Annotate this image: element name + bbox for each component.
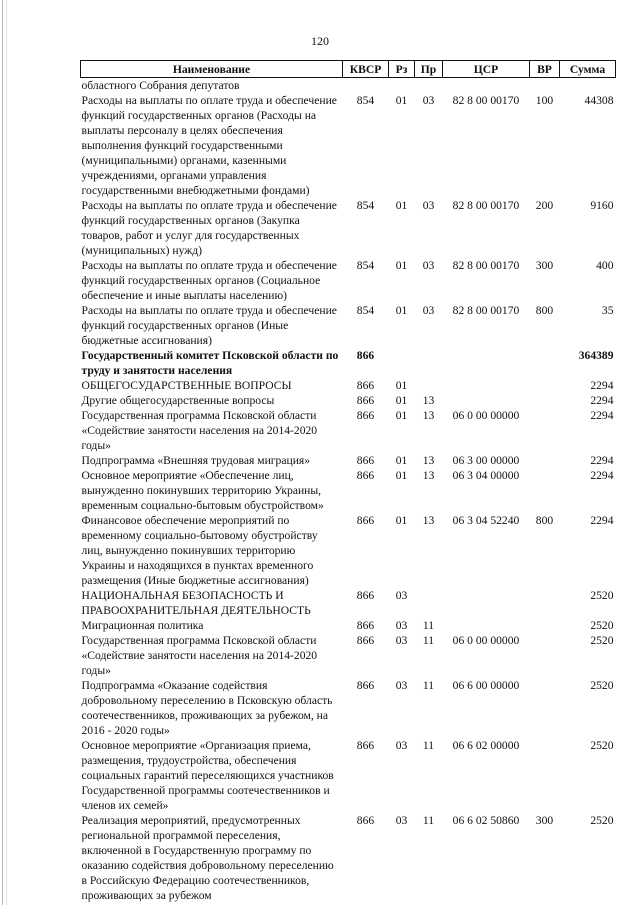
cell-rz: 01 [395,379,408,392]
table-row [81,813,616,903]
cell-sum: 364389 [578,349,614,362]
cell-rz: 03 [395,679,408,692]
cell-vr [530,633,560,678]
cell-pr: 11 [422,739,435,752]
cell-name: Финансовое обеспечение мероприятий по временному социально-бытовому обустройству лиц, вынужденно покинувших территорию Украины и находящихся в пунктах временного размещения (Иные бюджетные ассигнования) [81,514,318,587]
table-row [81,78,616,94]
cell-pr: 11 [422,619,435,632]
cell-csr: 82 8 00 00170 [452,304,520,317]
cell-name: Другие общегосударственные вопросы [81,394,275,407]
cell-vr [530,378,560,393]
cell-rz: 03 [395,619,408,632]
table-row [81,678,616,738]
cell-kvsr: 866 [356,454,375,467]
cell-csr: 06 3 04 00000 [452,469,520,482]
cell-name: областного Собрания депутатов [81,79,240,92]
cell-csr: 06 6 02 00000 [452,739,520,752]
cell-csr: 06 0 00 00000 [452,409,520,422]
table-row [81,453,616,468]
header-sum: Сумма [560,61,616,78]
cell-name: Основное мероприятие «Обеспечение лиц, вынужденно покинувших территорию Украины, временным социально-бытовым обустройством» [81,469,324,512]
budget-table [80,60,616,903]
cell-rz: 01 [395,514,408,527]
cell-rz: 01 [395,454,408,467]
cell-kvsr: 866 [356,619,375,632]
cell-kvsr: 866 [356,814,375,827]
cell-sum: 2294 [590,379,614,392]
cell-csr: 06 0 00 00000 [452,634,520,647]
cell-csr [443,348,530,378]
cell-vr: 300 [535,259,554,272]
cell-csr [443,618,530,633]
cell-name: Основное мероприятие «Организация приема, размещения, трудоустройства, обеспечения социальных гарантий переселяющихся участников Государственной программы соотечественников и членов их семей» [81,739,334,812]
cell-kvsr: 854 [356,199,375,212]
cell-vr [530,453,560,468]
cell-rz [389,78,415,94]
cell-kvsr: 854 [356,259,375,272]
cell-csr: 82 8 00 00170 [452,199,520,212]
cell-name: ОБЩЕГОСУДАРСТВЕННЫЕ ВОПРОСЫ [81,379,292,392]
cell-vr [530,618,560,633]
cell-sum: 2294 [590,409,614,422]
cell-vr [530,348,560,378]
cell-pr: 03 [422,199,435,212]
cell-kvsr: 866 [356,634,375,647]
cell-csr: 06 6 00 00000 [452,679,520,692]
cell-pr: 13 [422,394,435,407]
scan-edge-shadow [6,0,7,905]
cell-pr: 03 [422,259,435,272]
cell-kvsr [343,78,389,94]
header-kvsr: КВСР [343,61,389,78]
cell-sum: 2520 [590,814,614,827]
cell-csr: 06 3 00 00000 [452,454,520,467]
cell-name: Подпрограмма «Оказание содействия добровольному переселению в Псковскую область соотечественников, проживающих за рубежом, на 2016 - 2020 годы» [81,679,333,737]
cell-pr: 13 [422,469,435,482]
cell-vr: 800 [535,304,554,317]
cell-vr: 300 [535,814,554,827]
cell-vr [530,393,560,408]
cell-csr: 82 8 00 00170 [452,94,520,107]
table-row [81,468,616,513]
cell-sum: 35 [601,304,614,317]
table-row [81,303,616,348]
cell-sum: 2520 [590,589,614,602]
cell-kvsr: 866 [356,349,375,362]
cell-rz: 01 [395,94,408,107]
cell-csr: 06 6 02 50860 [452,814,520,827]
cell-pr: 11 [422,814,435,827]
cell-kvsr: 866 [356,589,375,602]
cell-kvsr: 866 [356,469,375,482]
cell-vr [530,468,560,513]
cell-vr [530,678,560,738]
cell-vr: 800 [535,514,554,527]
cell-rz: 01 [395,409,408,422]
cell-pr: 03 [422,94,435,107]
cell-name: Расходы на выплаты по оплате труда и обеспечение функций государственных органов (Иные бюджетные ассигнования) [81,304,337,347]
table-row [81,258,616,303]
cell-rz: 01 [395,394,408,407]
cell-rz: 03 [395,739,408,752]
cell-sum: 9160 [590,199,614,212]
table-body [81,78,616,904]
cell-sum: 2294 [590,394,614,407]
cell-sum: 400 [596,259,614,272]
cell-pr: 11 [422,679,435,692]
table-row [81,198,616,258]
cell-sum: 2294 [590,454,614,467]
cell-name: Расходы на выплаты по оплате труда и обеспечение функций государственных органов (Расходы на выплаты персоналу в целях обеспечения выполнения функций государственными (муниципальными) органами, казенными учреждениями, органами управления государственными внебюджетными фондами) [81,94,337,197]
cell-vr [530,408,560,453]
cell-sum [560,78,616,94]
cell-pr: 11 [422,634,435,647]
cell-csr [443,378,530,393]
header-vr: ВР [530,61,560,78]
cell-rz: 03 [395,814,408,827]
cell-rz [389,348,415,378]
cell-rz: 01 [395,469,408,482]
header-name: Наименование [81,61,343,78]
cell-name: НАЦИОНАЛЬНАЯ БЕЗОПАСНОСТЬ И ПРАВООХРАНИТЕЛЬНАЯ ДЕЯТЕЛЬНОСТЬ [81,589,311,617]
cell-sum: 2520 [590,634,614,647]
cell-csr: 06 3 04 52240 [452,514,520,527]
table-row [81,348,616,378]
cell-pr: 03 [422,304,435,317]
cell-pr: 13 [422,514,435,527]
cell-csr [443,78,530,94]
cell-pr [415,588,443,618]
cell-rz: 03 [395,634,408,647]
cell-kvsr: 866 [356,379,375,392]
cell-vr [530,78,560,94]
cell-rz: 01 [395,304,408,317]
cell-name: Реализация мероприятий, предусмотренных региональной программой переселения, включенной в Государственную программу по оказанию содействия добровольному переселению в Российскую Федерацию соотечественников, проживающих за рубежом [81,814,334,902]
cell-name: Государственная программа Псковской области «Содействие занятости населения на 2014-2020 годы» [81,409,318,452]
cell-sum: 2520 [590,739,614,752]
cell-name: Государственная программа Псковской области «Содействие занятости населения на 2014-2020 годы» [81,634,318,677]
cell-rz: 01 [395,259,408,272]
cell-kvsr: 866 [356,739,375,752]
cell-csr [443,588,530,618]
table-row [81,618,616,633]
table-row [81,513,616,588]
cell-sum: 2520 [590,619,614,632]
cell-name: Расходы на выплаты по оплате труда и обеспечение функций государственных органов (Социальное обеспечение и иные выплаты населению) [81,259,337,302]
table-row [81,93,616,198]
table-row [81,393,616,408]
cell-name: Миграционная политика [81,619,204,632]
cell-vr: 200 [535,199,554,212]
page-number: 120 [311,34,329,48]
scan-edge-line [2,0,3,905]
table-row [81,633,616,678]
table-row [81,738,616,813]
table-row [81,588,616,618]
header-pr: Пр [415,61,443,78]
table-header-row [81,61,616,78]
table-row [81,378,616,393]
cell-pr [415,78,443,94]
cell-kvsr: 854 [356,94,375,107]
cell-kvsr: 866 [356,514,375,527]
cell-sum: 2520 [590,679,614,692]
cell-vr [530,738,560,813]
cell-sum: 44308 [584,94,614,107]
header-csr: ЦСР [443,61,530,78]
cell-pr: 13 [422,409,435,422]
cell-vr [530,588,560,618]
cell-name: Государственный комитет Псковской области по труду и занятости населения [81,349,339,377]
cell-kvsr: 854 [356,304,375,317]
cell-sum: 2294 [590,514,614,527]
cell-rz: 01 [395,199,408,212]
cell-rz: 03 [395,589,408,602]
cell-kvsr: 866 [356,394,375,407]
table-row [81,408,616,453]
cell-sum: 2294 [590,469,614,482]
cell-name: Подпрограмма «Внешняя трудовая миграция» [81,454,311,467]
cell-kvsr: 866 [356,409,375,422]
cell-vr: 100 [535,94,554,107]
cell-pr: 13 [422,454,435,467]
cell-csr [443,393,530,408]
cell-csr: 82 8 00 00170 [452,259,520,272]
cell-pr [415,348,443,378]
cell-pr [415,378,443,393]
cell-name: Расходы на выплаты по оплате труда и обеспечение функций государственных органов (Закупка товаров, работ и услуг для государственных (муниципальных) нужд) [81,199,337,257]
header-rz: Рз [389,61,415,78]
cell-kvsr: 866 [356,679,375,692]
